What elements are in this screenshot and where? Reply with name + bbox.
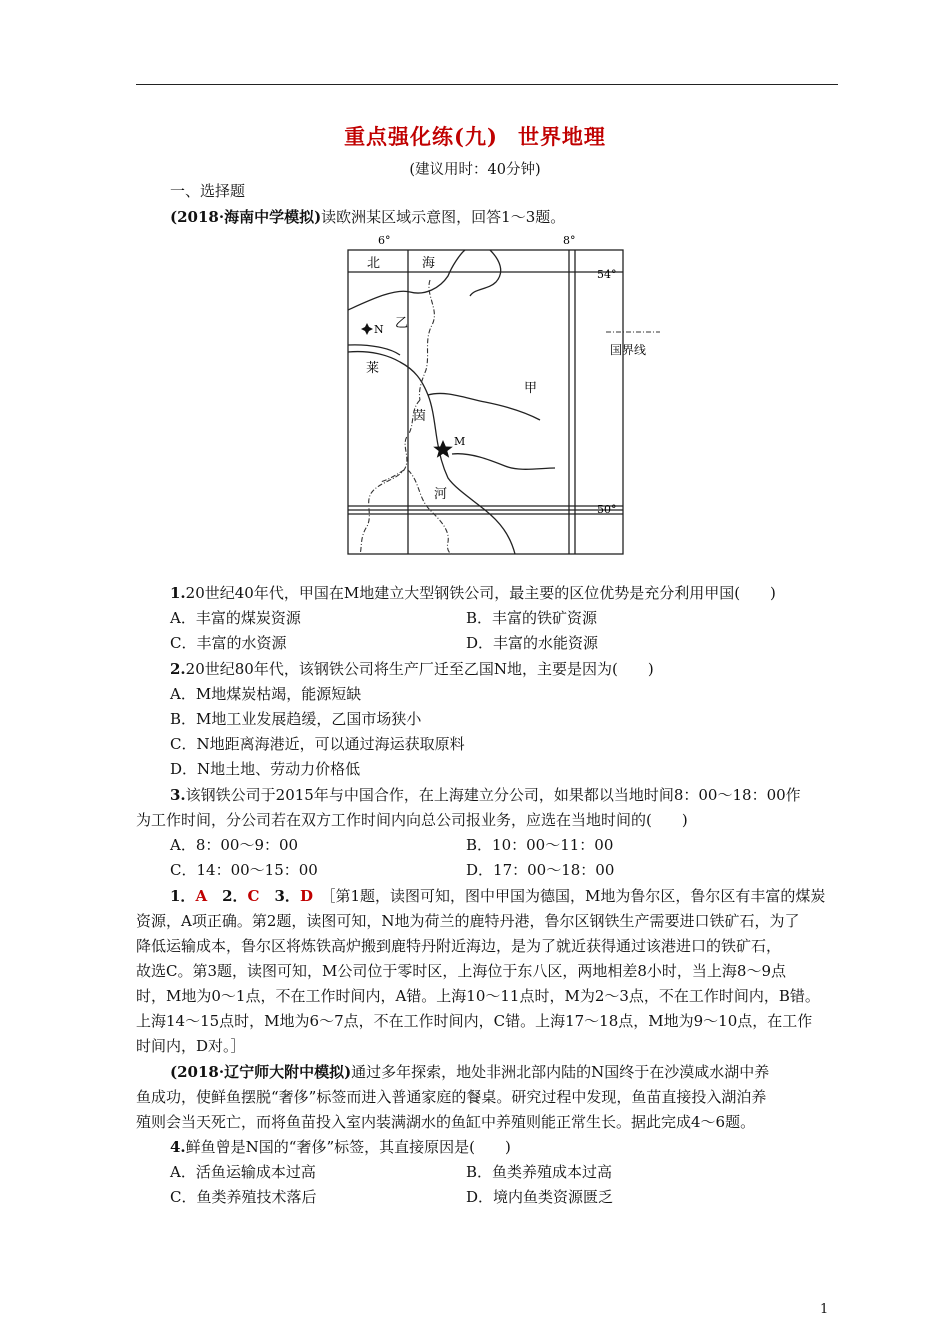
answer-line: 降低运输成本，鲁尔区将炼铁高炉搬到鹿特丹附近海边，是为了就近获得通过该港进口的铁矿石， [136,937,782,955]
intro-2: (2018·辽宁师大附中模拟)通过多年探索，地处非洲北部内陆的N国终于在沙漠咸水湖中养 [170,1063,770,1081]
q3-option-d: D．17：00～18：00 [466,861,615,879]
lon-label-8: 8° [563,234,576,247]
intro-2-line: 殖则会当天死亡，而将鱼苗投入室内装满湖水的鱼缸中养殖则能正常生长。据此完成4～6题。 [136,1113,756,1131]
page-subtitle: (建议用时：40分钟) [409,162,541,178]
legend-label: 国界线 [610,343,647,357]
q3-option-a: A．8：00～9：00 [170,836,299,854]
coastline [348,250,465,310]
q2-option-b: B．M地工业发展趋缓，乙国市场狭小 [170,710,422,728]
answer-line: 时，M地为0～1点，不在工作时间内，A错。上海10～11点时，M为2～3点，不在工作时间内，B错。 [136,987,820,1005]
river-label-3: 河 [434,487,448,502]
point-m-star [433,440,453,458]
answer-line: 上海14～15点时，M地为6～7点，不在工作时间内，C错。上海17～18点，M地为9～10点，在工作 [136,1012,813,1030]
question-3-cont: 为工作时间，分公司若在双方工作时间内向总公司报业务，应选在当地时间的( ) [136,811,688,829]
q4-option-c: C．鱼类养殖技术落后 [170,1188,317,1206]
q3-option-b: B．10：00～11：00 [466,836,614,854]
river-label-2: 茵 [413,409,427,424]
country-label-jia: 甲 [524,381,538,396]
q2-option-c: C．N地距离海港近，可以通过海运获取原料 [170,735,465,753]
question-3: 3.该钢铁公司于2015年与中国合作，在上海建立分公司，如果都以当地时间8：00～18：00作 [170,786,801,804]
country-label-yi: 乙 [395,316,409,331]
point-n-label: N [374,323,384,336]
question-1: 1.20世纪40年代，甲国在M地建立大型钢铁公司，最主要的区位优势是充分利用甲国( ) [170,584,776,602]
q1-option-c: C．丰富的水资源 [170,634,287,652]
page-title: 重点强化练(九) 世界地理 [344,124,606,149]
europe-region-map [300,230,680,580]
intro-1: (2018·海南中学模拟)读欧洲某区域示意图，回答1～3题。 [170,208,566,226]
q4-option-a: A．活鱼运输成本过高 [170,1163,316,1181]
sea-label-2: 海 [422,256,436,271]
lat-label-50: 50° [597,503,617,516]
header-rule [136,84,838,85]
answers-1-3: 1．A 2．C 3．D ［第1题，读图可知，图中甲国为德国，M地为鲁尔区，鲁尔区有丰富的煤炭 [170,887,826,905]
rhine-river [348,352,515,554]
river-label-1: 莱 [366,361,380,376]
national-border [419,280,434,400]
lon-label-6: 6° [378,234,391,247]
section-heading: 一、选择题 [170,182,246,200]
q2-option-d: D．N地土地、劳动力价格低 [170,760,361,778]
question-2: 2.20世纪80年代，该钢铁公司将生产厂迁至乙国N地，主要是因为( ) [170,660,654,678]
answer-line: 时间内，D对。］ [136,1037,246,1055]
q4-option-d: D．境内鱼类资源匮乏 [466,1188,614,1206]
lat-label-54: 54° [597,268,617,281]
q3-option-c: C．14：00～15：00 [170,861,318,879]
answer-line: 资源，A项正确。第2题，读图可知，N地为荷兰的鹿特丹港，鲁尔区钢铁生产需要进口铁矿石，为了 [136,912,800,930]
q2-option-a: A．M地煤炭枯竭，能源短缺 [170,685,362,703]
q1-option-d: D．丰富的水能资源 [466,634,599,652]
intro-2-line: 鱼成功，使鲜鱼摆脱“奢侈”标签而进入普通家庭的餐桌。研究过程中发现，鱼苗直接投入湖泊养 [136,1088,767,1106]
q1-option-b: B．丰富的铁矿资源 [466,609,598,627]
point-m-label: M [454,435,466,448]
page-number: 1 [820,1302,829,1317]
q1-option-a: A．丰富的煤炭资源 [170,609,301,627]
question-4: 4.鲜鱼曾是N国的“奢侈”标签，其直接原因是( ) [170,1138,511,1156]
point-n-marker [361,323,373,335]
answer-line: 故选C。第3题，读图可知，M公司位于零时区，上海位于东八区，两地相差8小时，当上海8～9点 [136,962,787,980]
q4-option-b: B．鱼类养殖成本过高 [466,1163,613,1181]
sea-label-1: 北 [367,256,381,271]
